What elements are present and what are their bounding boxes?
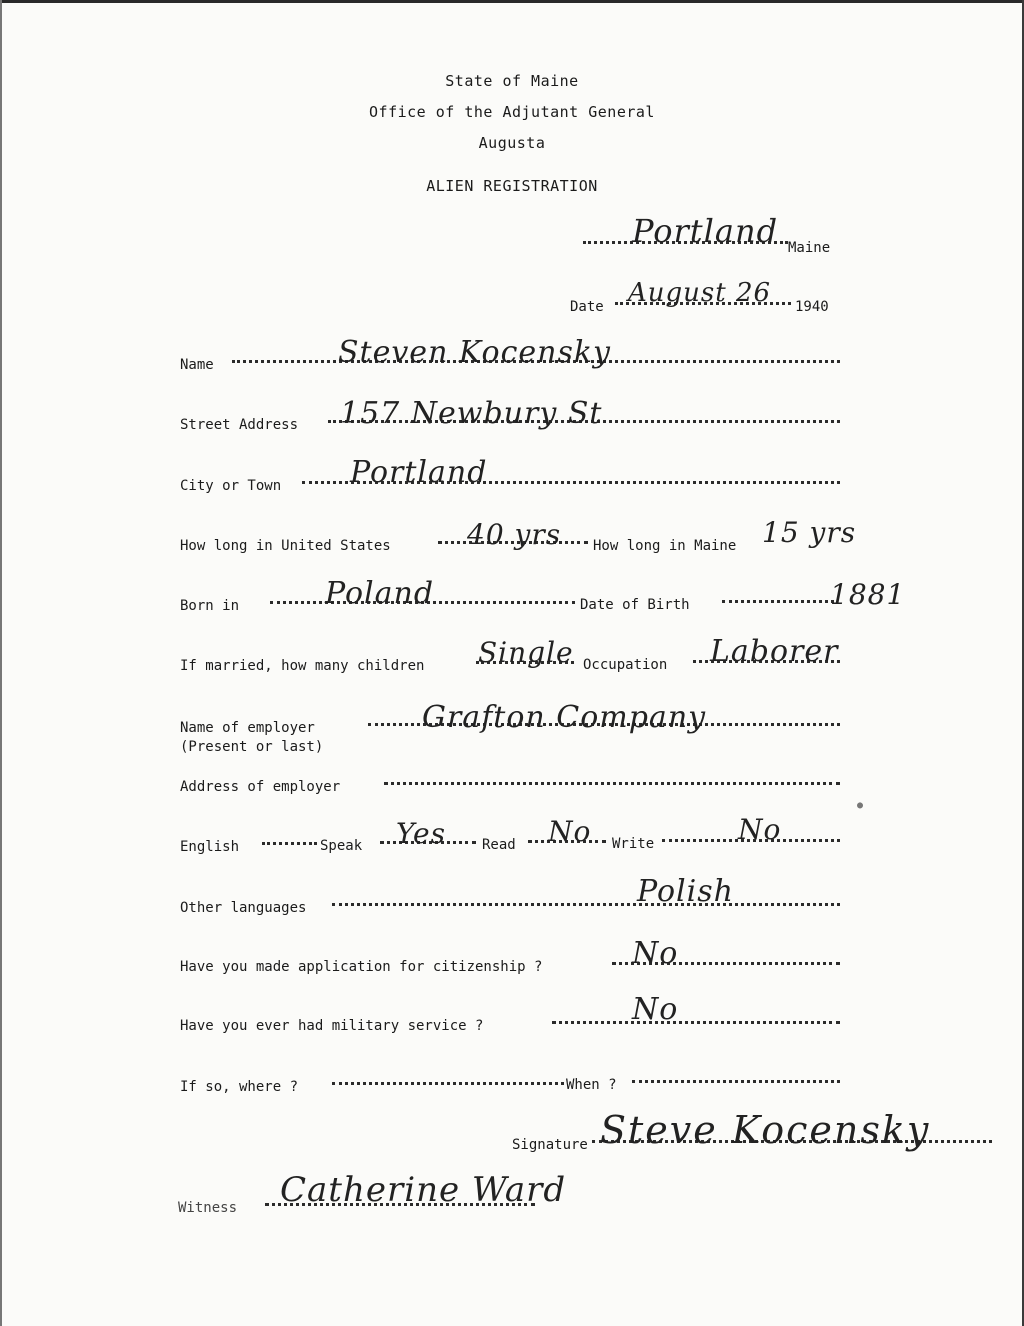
occupation-label: Occupation	[583, 657, 668, 673]
how-long-maine-value: 15 yrs	[762, 516, 857, 549]
employer-sublabel: (Present or last)	[180, 739, 324, 755]
ink-speck: ●	[857, 800, 864, 811]
date-year: 1940	[795, 299, 829, 315]
how-long-us-label: How long in United States	[180, 538, 391, 554]
employer-label: Name of employer	[180, 720, 315, 736]
place-suffix: Maine	[788, 240, 831, 256]
date-of-birth-value: 1881	[830, 578, 906, 611]
read-label: Read	[482, 837, 516, 853]
write-value: No	[738, 813, 782, 846]
witness-value: Catherine Ward	[280, 1170, 567, 1210]
occupation-value: Laborer	[710, 634, 839, 669]
read-value: No	[548, 815, 592, 848]
employer-value: Grafton Company	[422, 700, 707, 735]
when-line	[632, 1080, 840, 1083]
street-address-label: Street Address	[180, 417, 299, 433]
other-languages-value: Polish	[637, 874, 734, 909]
header-city: Augusta	[478, 134, 546, 152]
how-long-maine-label: How long in Maine	[593, 538, 737, 554]
other-languages-line	[332, 903, 840, 906]
city-label: City or Town	[180, 478, 282, 494]
header-office: Office of the Adjutant General	[369, 103, 655, 121]
citizenship-value: No	[632, 936, 679, 971]
employer-address-line	[384, 782, 840, 785]
signature-value: Steve Kocensky	[600, 1108, 931, 1152]
date-label: Date	[570, 299, 604, 315]
date-of-birth-line	[722, 600, 834, 603]
citizenship-label: Have you made application for citizenship ?	[180, 959, 543, 975]
english-line	[262, 842, 317, 845]
speak-value: Yes	[396, 817, 446, 850]
where-label: If so, where ?	[180, 1079, 299, 1095]
employer-address-label: Address of employer	[180, 779, 341, 795]
date-value: August 26	[628, 278, 772, 308]
when-label: When ?	[566, 1077, 617, 1093]
where-line	[332, 1082, 564, 1085]
form-title: ALIEN REGISTRATION	[426, 177, 598, 195]
name-label: Name	[180, 357, 214, 373]
born-in-value: Poland	[325, 576, 435, 611]
english-label: English	[180, 839, 240, 855]
born-in-label: Born in	[180, 598, 240, 614]
scan-top-edge	[0, 0, 1024, 3]
date-of-birth-label: Date of Birth	[580, 597, 690, 613]
speak-label: Speak	[320, 838, 363, 854]
signature-label: Signature	[512, 1137, 588, 1153]
city-value: Portland	[350, 455, 488, 490]
other-languages-label: Other languages	[180, 900, 307, 916]
children-value: Single	[478, 636, 574, 669]
street-address-value: 157 Newbury St	[340, 396, 603, 431]
military-label: Have you ever had military service ?	[180, 1018, 484, 1034]
name-value: Steven Kocensky	[338, 335, 611, 370]
write-label: Write	[612, 836, 655, 852]
header-state: State of Maine	[445, 72, 579, 90]
witness-label: Witness	[178, 1200, 238, 1216]
military-value: No	[632, 992, 679, 1027]
scan-left-edge	[0, 0, 2, 1326]
children-label: If married, how many children	[180, 658, 425, 674]
place-value: Portland	[632, 212, 779, 250]
military-line	[552, 1021, 840, 1024]
how-long-us-value: 40 yrs	[467, 518, 562, 551]
